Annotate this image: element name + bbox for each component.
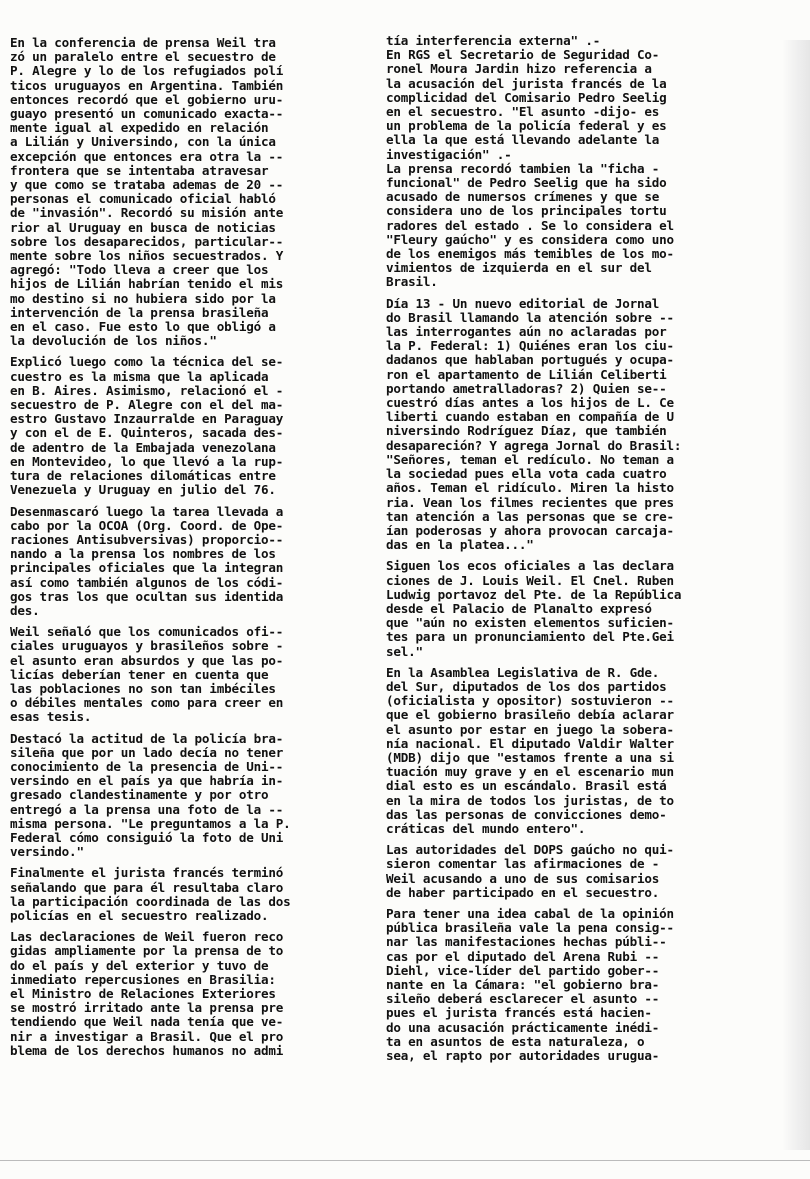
- left-column: [10, 36, 362, 1065]
- paragraph: Para tener una idea cabal de la opinión pública brasileña vale la pena consig-- nar las manifestaciones hechas públi-- cas por el diputado del Arena Rubi -- Diehl, vice-líder del partido gober-- nante en la Cámara: "el gobierno bra- sileño deberá esclarecer el asunto -- pues el jurista francés está hacien- do una acusación prácticamente inédi- ta en asuntos de esta naturaleza, o sea, el rapto por autoridades urugua-: [386, 905, 674, 1064]
- paragraph: Siguen los ecos oficiales a las declara ciones de J. Louis Weil. El Cnel. Ruben Ludwig portavoz del Pte. de la República desde el Palacio de Planalto expresó que "aún no existen elementos suficien- tes para un pronunciamiento del Pte.Gei sel.": [386, 558, 682, 659]
- paragraph: tía interferencia externa" .- En RGS el Secretario de Seguridad Co- ronel Moura Jardin hizo referencia a la acusación del jurista francés de la complicidad del Comisario Pedro Seelig en el secuestro. "El asunto -dijo- es un problema de la policía federal y es ella la que está llevando adelante la investigación" .- La prensa recordó tambien la "ficha - funcional" de Pedro Seelig que ha sido acusado de numersos crímenes y que se considera uno de los principales tortu radores del estado . Se lo considera el "Fleury gaúcho" y es considera como uno de los enemigos más temibles de los mo- vimientos de izquierda en el sur del Brasil.: [386, 33, 674, 290]
- page-edge-shadow: [782, 40, 810, 1150]
- paragraph: Día 13 - Un nuevo editorial de Jornal do Brasil llamando la atención sobre -- las interrogantes aún no aclaradas por la P. Federal: 1) Quiénes eran los ciu- dadanos que hablaban portugués y ocupa- ron el apartamento de Lilián Celiberti portando ametralladoras? 2) Quien se-- cuestró días antes a los hijos de L. Ce liberti cuando estaban en compañía de U niversindo Rodríguez Díaz, que también desapareción? Y agrega Jornal do Brasil: "Señores, teman el redículo. No teman a la sociedad pues ella vota cada cuatro años. Teman el ridículo. Miren la histo ria. Vean los filmes recientes que pres tan atención a las personas que se cre- ían poderosas y ahora provocan carcaja- das en la platea...": [386, 295, 682, 553]
- right-column: [386, 34, 744, 1070]
- paragraph: Destacó la actitud de la policía bra- sileña que por un lado decía no tener conocimiento de la presencia de Uni-- versindo en el país ya que habría in- gresado clandestinamente y por otro entregó a la prensa una foto de la -- misma persona. "Le preguntamos a la P. Federal cómo consiguió la foto de Uni versindo.": [10, 730, 291, 860]
- paragraph: Las declaraciones de Weil fueron reco gidas ampliamente por la prensa de to do el país y del exterior y tuvo de inmediato repercusiones en Brasilia: el Ministro de Relaciones Exteriores se mostró irritado ante la prensa pre tendiendo que Weil nada tenía que ve- nir a investigar a Brasil. Que el pro blema de los derechos humanos no admi: [10, 929, 284, 1058]
- paragraph: En la Asamblea Legislativa de R. Gde. del Sur, diputados de los dos partidos (oficialista y opositor) sostuvieron -- que el gobierno brasileño debía aclarar el asunto por estar en juego la sobera- nía nacional. El diputado Valdir Walter (MDB) dijo que "estamos frente a una si tuación muy grave y en el escenario mun dial esto es un escándalo. Brasil está en la mira de todos los juristas, de to das las personas de convicciones demo- cráticas del mundo entero".: [386, 664, 674, 836]
- paragraph: Finalmente el jurista francés terminó señalando que para él resultaba claro la participación coordinada de las dos policías en el secuestro realizado.: [10, 865, 291, 923]
- bottom-divider: [0, 1160, 810, 1161]
- paragraph: Weil señaló que los comunicados ofi-- ciales uruguayos y brasileños sobre - el asunto eran absurdos y que las po- licías deberían tener en cuenta que las poblaciones no son tan imbéciles o débiles mentales como para creer en esas tesis.: [10, 624, 284, 725]
- paragraph: Las autoridades del DOPS gaúcho no qui- sieron comentar las afirmaciones de - Weil acusando a uno de sus comisarios de haber participado en el secuestro.: [386, 842, 674, 900]
- paragraph: En la conferencia de prensa Weil tra zó un paralelo entre el secuestro de P. Alegre y lo de los refugiados polí ticos uruguayos en Argentina. También entonces recordó que el gobierno uru- guayo presentó un comunicado exacta-- mente igual al expedido en relación a Lilián y Universindo, con la única excepción que entonces era otra la -- frontera que se intentaba atravesar y que como se trataba ademas de 20 -- personas el comunicado oficial habló de "invasión". Recordó su misión ante rior al Uruguay en busca de noticias sobre los desaparecidos, particular-- mente sobre los niños secuestrados. Y agregó: "Todo lleva a creer que los hijos de Lilián habrían tenido el mis mo destino si no hubiera sido por la intervención de la prensa brasileña en el caso. Fue esto lo que obligó a la devolución de los niños.": [10, 35, 284, 349]
- paragraph: Explicó luego como la técnica del se- cuestro es la misma que la aplicada en B. Aires. Asimismo, relacionó el - secuestro de P. Alegre con el del ma- estro Gustavo Inzaurralde en Paraguay y con el de E. Quinteros, sacada des- de adentro de la Embajada venezolana en Montevideo, lo que llevó a la rup- tura de relaciones dilomáticas entre Venezuela y Uruguay en julio del 76.: [10, 354, 284, 498]
- paragraph: Desenmascaró luego la tarea llevada a cabo por la OCOA (Org. Coord. de Ope- raciones Antisubversivas) proporcio-- nando a la prensa los nombres de los principales oficiales que la integran así como también algunos de los códi- gos tras los que ocultan sus identida des.: [10, 503, 284, 618]
